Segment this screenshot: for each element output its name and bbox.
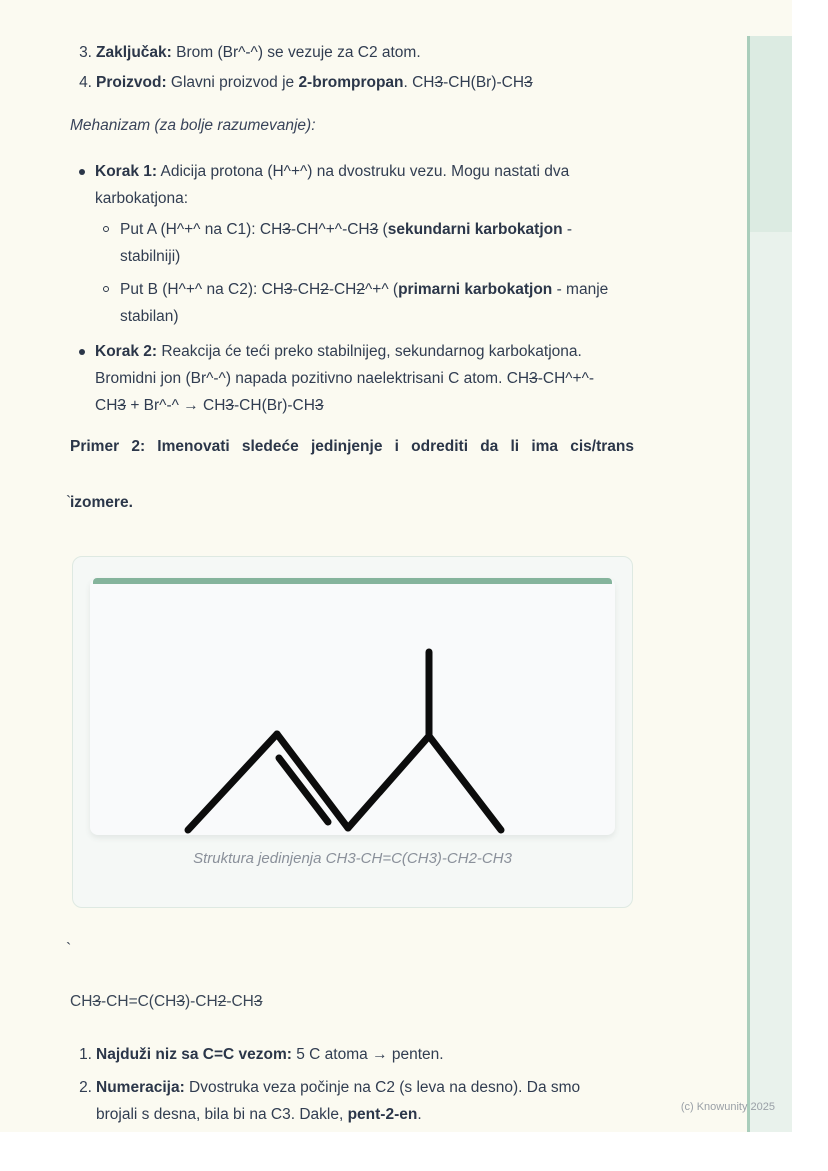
list-number: 2. — [79, 1079, 92, 1096]
bullet-list-mechanism — [70, 158, 634, 419]
list-item-text: Najduži niz sa C=C vezom: 5 C atoma → penten. — [96, 1046, 444, 1063]
mechanism-heading: Mehanizam (za bolje razumevanje): — [70, 117, 316, 134]
list-item-text: Korak 2: Reakcija će teći preko stabilnijeg, sekundarnog karbokatjona. Bromidni jon (Br^-^) napada pozitivno naelektrisani C atom. CH3-CH^+^- CH3 + Br^-^ → CH3-CH(Br)-CH3 — [95, 343, 595, 414]
figure-box — [72, 556, 633, 908]
list-item-text: Korak 1: Adicija protona (H^+^) na dvostruku vezu. Mogu nastati dva karbokatjona: — [95, 163, 570, 207]
list-item — [70, 69, 634, 96]
backtick-text: ` — [66, 494, 72, 511]
list-item-text: Proizvod: Glavni proizvod je 2-brompropan. CH3-CH(Br)-CH3 — [96, 74, 533, 91]
primer-2-heading — [70, 433, 634, 517]
list-item-korak2 — [70, 338, 634, 419]
circle-bullet-icon — [103, 226, 109, 232]
list-number: 3. — [79, 44, 92, 61]
list-item-text: Zaključak: Brom (Br^-^) se vezuje za C2 atom. — [96, 44, 421, 61]
numbered-list-naming — [70, 1041, 634, 1131]
backtick-text: ` — [66, 941, 72, 958]
bullet-icon — [79, 349, 85, 355]
circle-bullet-icon — [103, 286, 109, 292]
list-item-text: Put A (H^+^ na C1): CH3-CH^+^-CH3 (sekundarni karbokatjon - stabilniji) — [120, 221, 573, 265]
primer-2-heading-line2: izomere. — [70, 494, 133, 511]
list-number: 1. — [79, 1046, 92, 1063]
copyright-watermark: (c) Knowunity 2025 — [680, 1101, 775, 1113]
figure-card — [90, 578, 615, 835]
bullet-icon — [79, 169, 85, 175]
molecule-structure-drawing — [90, 578, 615, 835]
list-item-put-b — [70, 276, 634, 330]
list-number: 4. — [79, 74, 92, 91]
list-item — [70, 1041, 634, 1068]
list-item-put-a — [70, 216, 634, 270]
figure-caption: Struktura jedinjenja CH3-CH=C(CH3)-CH2-CH3 — [193, 850, 512, 867]
compound-formula: CH3-CH=C(CH3)-CH2-CH3 — [70, 993, 263, 1010]
list-item — [70, 39, 634, 66]
list-item-text: Put B (H^+^ na C2): CH3-CH2-CH2^+^ (primarni karbokatjon - manje stabilan) — [120, 281, 609, 325]
list-item — [70, 1074, 634, 1128]
primer-2-heading-line1: Primer 2: Imenovati sledeće jedinjenje i odrediti da li ima cis/trans — [70, 438, 634, 455]
list-item-text: Numeracija: Dvostruka veza počinje na C2 (s leva na desno). Da smo brojali s desna, bila bi na C3. Dakle, pent-2-en. — [96, 1079, 581, 1123]
numbered-list-conclusion — [70, 39, 634, 99]
list-item-korak1 — [70, 158, 634, 212]
scrollbar-track[interactable] — [747, 36, 792, 1132]
scrollbar-thumb[interactable] — [750, 36, 792, 232]
